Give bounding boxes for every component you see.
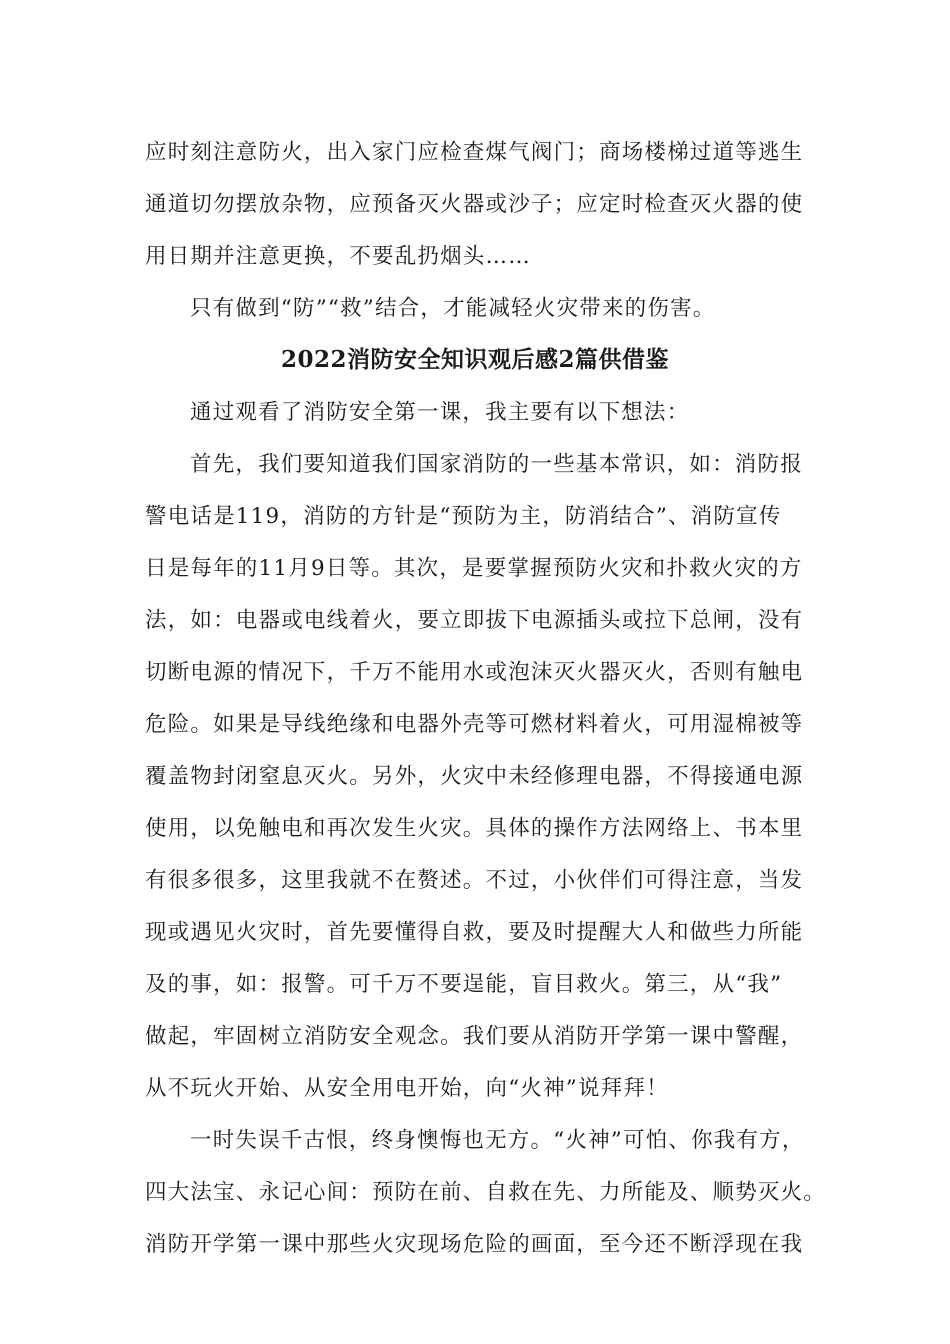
paragraph-line: 日是每年的11月9日等。其次，是要掌握预防火灾和扑救火灾的方 xyxy=(145,556,803,581)
paragraph-line: 有很多很多，这里我就不在赘述。不过，小伙伴们可得注意，当发 xyxy=(145,868,804,893)
paragraph-line: 只有做到“防”“救”结合，才能减轻火灾带来的伤害。 xyxy=(190,296,716,321)
paragraph-line: 四大法宝、永记心间：预防在前、自救在先、力所能及、顺势灭火。 xyxy=(145,1180,827,1205)
paragraph-line: 应时刻注意防火，出入家门应检查煤气阀门；商场楼梯过道等逃生 xyxy=(145,140,804,165)
paragraph-line: 一时失误千古恨，终身懊悔也无方。“火神”可怕、你我有方， xyxy=(190,1128,805,1153)
paragraph-line: 警电话是119，消防的方针是“预防为主，防消结合”、消防宣传 xyxy=(145,504,782,529)
paragraph-line: 从不玩火开始、从安全用电开始，向“火神”说拜拜！ xyxy=(145,1076,669,1101)
section-title: 2022消防安全知识观后感2篇供借鉴 xyxy=(280,346,670,373)
paragraph-line: 现或遇见火灾时，首先要懂得自救，要及时提醒大人和做些力所能 xyxy=(145,920,804,945)
paragraph-line: 覆盖物封闭窒息灭火。另外，火灾中未经修理电器，不得接通电源 xyxy=(145,764,804,789)
paragraph-line: 通过观看了消防安全第一课，我主要有以下想法： xyxy=(190,400,690,425)
paragraph-line: 做起，牢固树立消防安全观念。我们要从消防开学第一课中警醒， xyxy=(145,1024,804,1049)
paragraph-line: 消防开学第一课中那些火灾现场危险的画面，至今还不断浮现在我 xyxy=(145,1232,804,1257)
paragraph-line: 危险。如果是导线绝缘和电器外壳等可燃材料着火，可用湿棉被等 xyxy=(145,712,804,737)
paragraph-line: 通道切勿摆放杂物，应预备灭火器或沙子；应定时检查灭火器的使 xyxy=(145,192,804,217)
paragraph-line: 使用，以免触电和再次发生火灾。具体的操作方法网络上、书本里 xyxy=(145,816,804,841)
paragraph-line: 及的事，如：报警。可千万不要逞能，盲目救火。第三，从“我” xyxy=(145,972,783,997)
paragraph-line: 首先，我们要知道我们国家消防的一些基本常识，如：消防报 xyxy=(190,452,803,477)
paragraph-line: 用日期并注意更换，不要乱扔烟头…… xyxy=(145,244,531,269)
paragraph-line: 切断电源的情况下，千万不能用水或泡沫灭火器灭火，否则有触电 xyxy=(145,660,804,685)
paragraph-line: 法，如：电器或电线着火，要立即拔下电源插头或拉下总闸，没有 xyxy=(145,608,804,633)
